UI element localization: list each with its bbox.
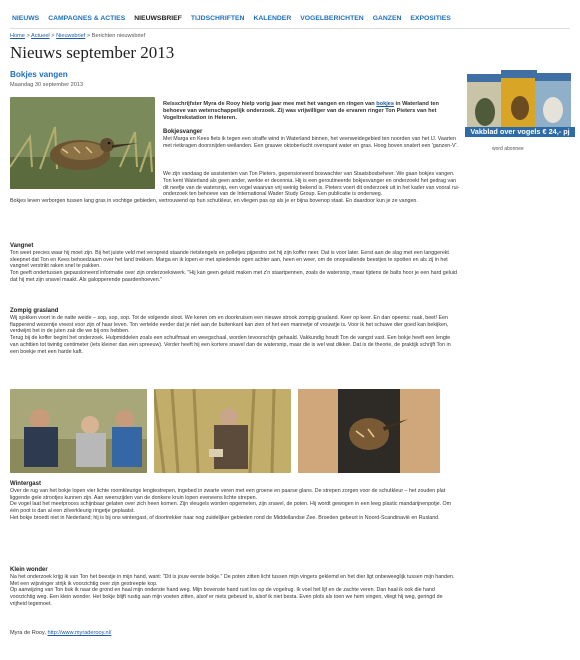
subscribe-link[interactable]: word abonnee xyxy=(492,146,524,152)
paragraph: Ton weet precies waar hij moet zijn. Bij het juiste veld met verspreid staande rietstengels en polletjes pijpestro zet hij zijn koffer neer. Dat is voor later. Eerst aan de slag met een langgerekt sleepnet dat Ton en Kees behoedzaam over het land trekken. Marga en ik lopen er met spiedende ogen achter aan, heen en weer, om de onopvallende beestjes te spotten en als zij in het vangnet verstrikt raken snel te pakken. xyxy=(10,249,449,270)
breadcrumb-current: Berichten nieuwsbrief xyxy=(91,33,146,39)
article-date: Maandag 30 september 2013 xyxy=(10,82,84,88)
paragraph: Op aanwijzing van Ton buk ik naar de grond en haal mijn onderste hand weg. Mijn bovenste hand rust los op de vogelrug. Ik voel het lijf en de zachte veren. Dan haal ik ook die hand voorzichtig weg. Een klein wonder. Het bokje blijft rustig aan mijn voeten zitten, alsof er niets gebeurd is, alsof ik niet besta. Even plots als toen we hem vingen, vliegt hij weg, geringd de vrijheid tegemoet. xyxy=(10,587,443,607)
paragraph: Over de rug van het bokje lopen vier lichte roomkleurige lengtestrepen, ingebed in zwarte veren met een groene en paarse glans. De strepen zorgen voor de schutkleur – het zouden plat liggende gele strootjes kunnen zijn. Aan weerszijden van de donkere kruin lopen eveneens lichte strepen. xyxy=(10,487,446,501)
magazine-ad-label[interactable]: Vakblad over vogels € 24,- pj xyxy=(465,127,575,137)
paragraph: Terug bij de koffer begint het onderzoek. Hulpmiddelen zoals een schuifmaat en weegschaal, worden tevoorschijn gehaald. Vakkundig houdt Ton de vangst vast. Een bokje heeft een lengte van achttien tot twintig centimeter (iets kleiner dan een spreeuw). Verder heeft hij een kortere snavel dan de watersnip, maar die is wel wat dikker. Dat is de theorie, de praktijk schrijft Ton in een boekje met een harde kaft. xyxy=(10,335,451,355)
nav-exposities[interactable]: EXPOSITIES xyxy=(410,15,451,22)
page-title: Nieuws september 2013 xyxy=(10,43,175,62)
breadcrumb-actueel[interactable]: Actueel xyxy=(31,33,50,39)
section-heading: Vangnet xyxy=(10,243,34,249)
paragraph: De vogel laat het meetproces schijnbaar gelaten over zich heen komen. Zijn vleugels worden opgemeten, zijn snavel, de poten. Hij wordt gewogen in een leeg plastic mandarijnenpotje. Om één poot is dan al een zilverkleurig ringetje geplaatst. xyxy=(10,501,452,515)
paragraph: Het bokje broedt niet in Nederland; hij is bij ons wintergast, of doortrekker naar nog zuidelijker gebieden rond de Middellandse Zee. Broeden gebeurt in Noord-Scandinavië en Rusland. xyxy=(10,514,440,521)
paragraph: Ton geeft ondertussen gepassioneerd informatie over zijn onderzoekswerk. "Hij kan geen geluid maken met z'n staartpennen, zoals de watersnip, maar tijdens de balts hoor je een hard geluid dat hij met zijn snavel maakt. Als galopperende paardenhoeven." xyxy=(10,270,457,283)
bokjes-link[interactable]: bokjes xyxy=(376,101,394,107)
section-kleinwonder xyxy=(10,567,460,608)
field-photo-1 xyxy=(10,389,147,473)
author-website-link[interactable]: http://www.myraderooy.nl/ xyxy=(47,630,112,636)
section-heading: Klein wonder xyxy=(10,567,48,573)
nav-campagnes[interactable]: CAMPAGNES & ACTIES xyxy=(48,15,126,22)
paragraph: We zijn vandaag de assistenten van Ton Pieters, gepensioneerd boswachter van Staatsbosbeheer. We gaan bokjes vangen. Ton kent Waterland als geen ander, werkte er decennia. Hij is een geroutineerde bokjesvanger en onderzoekt het gedrag van dit neefje van de watersnip, een vogel waarvan vrij weinig bekend is. Pieters voert dit onderzoek uit in het kader van vooral rui-onderzoek ten behoeve van de International Wader Study Group. Een publicatie is onderweg. xyxy=(163,171,460,198)
paragraph: Na het onderzoek krijg ik van Ton het beestje in mijn hand, want: "Dit is jouw eerste bokje." De poten zitten licht tussen mijn vingers geklemd en het dier ligt onbeweeglijk tussen mijn handen. Met een wijsvinger strijk ik voorzichtig over zijn gestreepte kop. xyxy=(10,573,455,587)
nav-tijdschriften[interactable]: TIJDSCHRIFTEN xyxy=(190,15,245,22)
section-heading: Wintergast xyxy=(10,481,41,487)
section-vangnet xyxy=(10,243,460,284)
lead-text: in Waterland ten behoeve van wetenschappelijk onderzoek. Zij was vrijwilliger van de ervaren ringer Ton Pieters van het Vogeltrekstation in Heteren. xyxy=(163,101,439,121)
section-zompig xyxy=(10,308,460,356)
nav-vogelberichten[interactable]: VOGELBERICHTEN xyxy=(300,15,364,22)
paragraph: Met Marga en Kees fiets ik tegen een straffe wind in Waterland binnen, het veenweidegebied ten noorden van het IJ. Vaarten met rietkragen doorsnijden weilanden. Een grauwe oktoberlucht overspant water en gras. Hoog boven snatert een 'ganzen-V'. xyxy=(163,135,459,149)
breadcrumb-sep: > xyxy=(86,33,91,39)
nav-nieuws[interactable]: NIEUWS xyxy=(12,15,40,22)
lead-paragraph xyxy=(163,101,458,122)
section-bokjesvanger-cont xyxy=(10,171,460,205)
lead-text: Reisschrijfster Myra de Rooy hielp vorig jaar mee met het vangen en ringen van xyxy=(163,101,377,107)
breadcrumb-home[interactable]: Home xyxy=(10,33,25,39)
section-heading: Zompig grasland xyxy=(10,308,59,314)
breadcrumb-nieuwsbrief[interactable]: Nieuwsbrief xyxy=(56,33,86,39)
nav-nieuwsbrief[interactable]: NIEUWSBRIEF xyxy=(134,15,182,22)
nav-kalender[interactable]: KALENDER xyxy=(253,15,292,22)
author-name: Myra de Rooy, xyxy=(10,630,48,636)
breadcrumb-sep: > xyxy=(51,33,55,39)
paragraph: Wij sjokken voort in de natte weide – sop, sop, sop. Tot de volgende sloot. We keren om en doorkruisen een nieuwe strook zompig grasland. Keer op keer. En dan opeens: raak, beet! Een flapperend wezentje vreest voor zijn of haar leven. Ton vertelde eerder dat je niet aan de buitenkant kan zien of het een mannetje of vrouwtje is. Voor ik het schuwe dier goed kan bekijken, verdwijnt het in de juten zak die we bij ons hebben. xyxy=(10,314,449,335)
author-signature xyxy=(10,630,111,637)
paragraph: Bokjes leven verborgen tussen lang gras in vochtige gebieden, vertrouwend op hun schutkleur, en vliegen pas op als je er bijna bovenop staat. En daardoor kun je ze vangen. xyxy=(10,198,418,205)
main-nav xyxy=(12,16,451,23)
breadcrumb-sep: > xyxy=(26,33,30,39)
breadcrumb xyxy=(10,33,145,40)
field-photo-3 xyxy=(298,389,440,473)
section-wintergast xyxy=(10,481,460,522)
field-photo-2 xyxy=(154,389,291,473)
article-subtitle: Bokjes vangen xyxy=(10,70,68,79)
nav-divider xyxy=(10,28,570,29)
section-heading: Bokjesvanger xyxy=(163,129,203,135)
nav-ganzen[interactable]: GANZEN xyxy=(372,15,402,22)
section-bokjesvanger xyxy=(163,129,458,149)
